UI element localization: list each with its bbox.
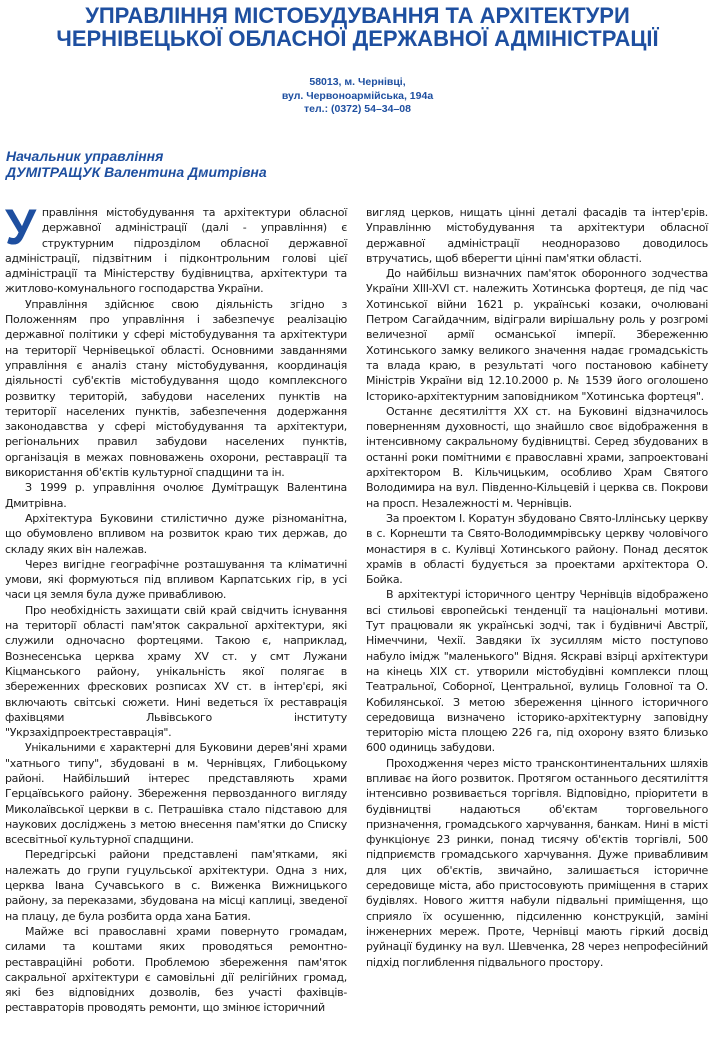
- title-line-2: ЧЕРНІВЕЦЬКОЇ ОБЛАСНОЇ ДЕРЖАВНОЇ АДМІНІСТРАЦІЇ: [56, 26, 659, 51]
- address-phone: тел.: (0372) 54–34–08: [304, 103, 411, 115]
- drop-cap: У: [5, 199, 36, 255]
- paragraph: За проектом І. Коратун збудовано Свято-Іллінську церкву в с. Корнешти та Свято-Володиммрівську церкву чоловічого монастиря в с. Кулівці Хотинського району. Понад десяток храмів в області будується за проектами архітектора О. Бойка.: [366, 511, 708, 587]
- paragraph: Останнє десятиліття XX ст. на Буковині відзначилось поверненням духовності, що знайшло своє відображення в інтенсивному сакральному будівництві. Серед збудованих в останні роки помітними є православні храми, запроектовані архітектором В. Кільчицьким, особливо Храм Святого Володимира на вул. Південно-Кільцевій і церква св. Покрови на просп. Незалежності м. Чернівців.: [366, 404, 708, 510]
- head-of-department: [6, 148, 267, 180]
- paragraph: Передгірські райони представлені пам'ятками, які належать до групи гуцульської архітектури. Одна з них, церква Івана Сучавського в с. Виженка Вижницького району, за переказами, збудована на місці каплиці, зведеної на плацу, де була розбита орда хана Батия.: [5, 848, 347, 923]
- paragraph: З 1999 р. управління очолює Думітращук Валентина Дмитрівна.: [5, 481, 347, 510]
- paragraph: вигляд церков, нищать цінні деталі фасадів та інтер'єрів. Управлінню містобудування та архітектури обласної державної адміністрації неодноразово доводилось втручатись, щоб вберегти цінні пам'ятки області.: [366, 206, 708, 265]
- address-street: вул. Червоноармійська, 194а: [281, 89, 434, 102]
- paragraph: В архітектурі історичного центру Чернівців відображено всі стильові європейські тенденції та національні мотиви. Тут працювали як українські зодчі, так і будівничі Австрії, Німеччини, Чехії. Завдяки їх зусиллям місто поступово набуло імідж "маленького" Відня. Яскраві взірці архітектури на кінець XIX ст. утворили містобудівні комплекси площ Театральної, Соборної, Центральної, вулиць Головної та О. Кобилянської. З метою збереження цінного історичного середовища визначено історико-архітектурну заповідну територію міста площею 226 га, під охорону взято близько 600 одиниць забудови.: [366, 588, 708, 755]
- paragraph: [5, 199, 347, 297]
- paragraph-text: правління містобудування та архітектури обласної державної адміністрації (далі - управління) є структурним підрозділом обласної державної адміністрації, підзвітним і підконтрольним голові цієї адміністрації та Міністерству будівництва, архітектури та житлово-комунального господарства України.: [5, 206, 347, 296]
- head-name: ДУМІТРАЩУК Валентина Дмитрівна: [6, 164, 267, 180]
- paragraph: Майже всі православні храми повернуто громадам, силами та коштами яких проводяться ремонтно-реставраційні роботи. Проблемою збереження пам'яток сакральної архітектури є самовільні дії релігійних громад, які без відповідних дозволів, без участі фахівців-реставраторів проводять ремонти, що змінює історичний: [5, 924, 347, 1015]
- paragraph: До найбільш визначних пам'яток оборонного зодчества України XIII-XVI ст. належить Хотинська фортеця, де під час Хотинської війни 1621 р. українські козаки, очолювані Петром Сагайдачним, відіграли вирішальну роль у розгромі величезної армії османської імперії. Збереженню Хотинського замку великого значення надає громадськість та влада краю, в результаті чого постановою кабінету Міністрів України від 12.10.2000 р. № 1539 його оголошено Історико-архітектурним заповідником "Хотинська фортеця".: [366, 267, 708, 403]
- paragraph: Унікальними є характерні для Буковини дерев'яні храми "хатнього типу", збудовані в м. Чернівцях, Глибоцькому районі. Найбільший інтерес представляють храми Герцаївського району. Збереження первозданного вигляду Миколаївської церкви в с. Петрашівка стало підставою для наукових досліджень з метою внесення пам'ятки до Списку всесвітньої культурної спадщини.: [5, 741, 347, 847]
- page-title: [0, 4, 715, 50]
- paragraph: Проходження через місто трансконтинентальних шляхів впливає на його розвиток. Протягом останнього десятиліття інтенсивно розвивається торгівля. Відповідно, пріоритети в будівництві надаються об'єктам торговельного призначення, громадського харчування, банкам. Нині в місті функціонує 23 ринки, понад тисячу об'єктів торгівлі, 500 підприємств громадського харчування. Дуже привабливим для цих об'єктів, звичайно, залишається історичне середовище міста, або пристосовують приміщення в старих будівлях. Нового життя набули підвальні приміщення, що сприяло їх осушенню, підсиленню конструкцій, заміні інженерних мереж. Проте, Чернівці мають гіркий досвід руйнації будинку на вул. Шевченка, 28 через непрофесійний підхід поглиблення підвального простору.: [366, 756, 708, 969]
- paragraph: Про необхідність захищати свій край свідчить існування на території області пам'яток сакральної архітектури, які служили одночасно фортецями. Такою є, наприклад, Вознесенська церква храму XV ст. у смт Лужани Кіцманського району, унікальність якої полягає в збереженних фрескових розписах XV ст. в інтер'єрі, які включають світські сюжети. Нині ведеться їх реставрація фахівцями Львівського інституту "Укрзахідпроектреставрація".: [5, 603, 347, 740]
- article-column-right: [366, 205, 708, 970]
- paragraph: Управління здійснює свою діяльність згідно з Положенням про управління і забезпечує реалізацію державної політики у сфері містобудування та архітектури на території Чернівецької області. Основними завданнями управління є аналіз стану містобудування, координація діяльності суб'єктів містобудування щодо комплексного розвитку територій, забудови населених пунктів на території населених пунктів, забезпечення додержання законодавства у сфері містобудування та архітектури, регіональних правил забудови населених пунктів, організація в межах повноважень охорони, реставрації та використання об'єктів культурної спадщини та ін.: [5, 297, 347, 480]
- address-city: 58013, м. Чернівці,: [309, 76, 406, 88]
- title-line-1: УПРАВЛІННЯ МІСТОБУДУВАННЯ ТА АРХІТЕКТУРИ: [85, 3, 630, 28]
- paragraph: Через вигідне географічне розташування та кліматичні умови, які формуються під впливом Карпатських гір, в усі часи ця земля була дуже привабливою.: [5, 557, 347, 602]
- address-block: [0, 76, 715, 117]
- paragraph: Архітектура Буковини стилістично дуже різноманітна, що обумовлено впливом на розвиток краю тих держав, до складу яких він належав.: [5, 511, 347, 556]
- head-position: Начальник управління: [6, 148, 164, 164]
- article-column-left: [5, 199, 347, 1016]
